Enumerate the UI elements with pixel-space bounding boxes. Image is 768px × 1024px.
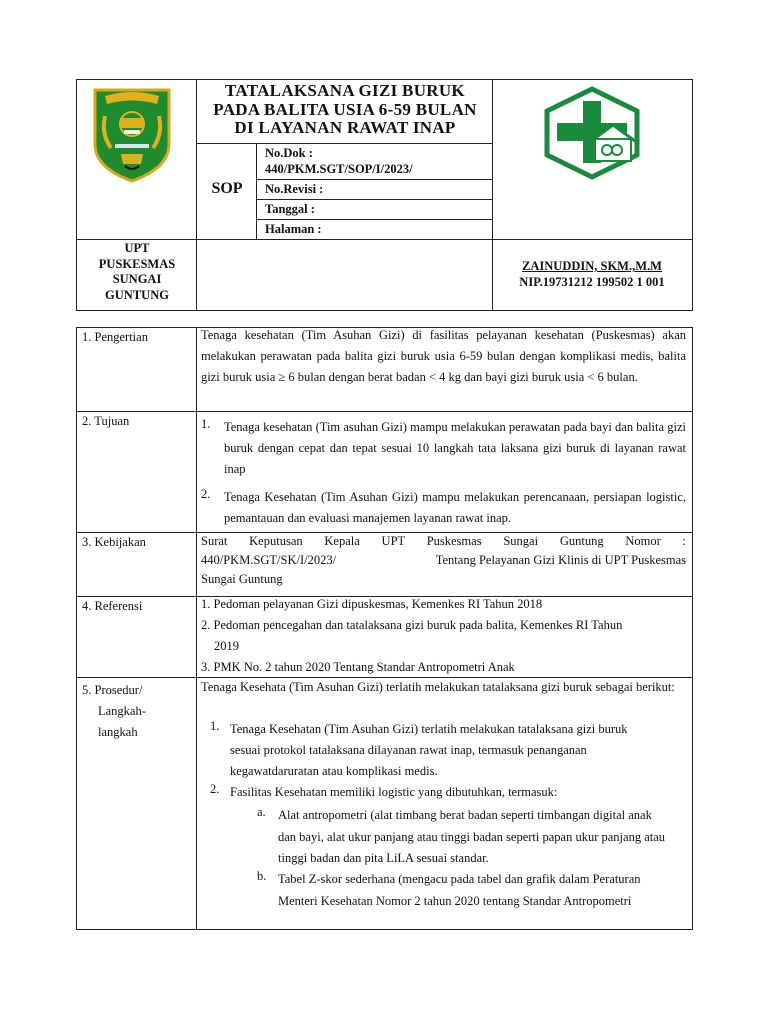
no-dok-label: No.Dok : <box>265 146 313 160</box>
tanggal-label: Tanggal : <box>265 202 315 216</box>
kebijakan-text <box>201 532 686 589</box>
referensi-list <box>201 594 686 678</box>
regional-emblem-logo <box>91 86 173 184</box>
halaman-label: Halaman : <box>265 222 322 236</box>
referensi-item: 1. Pedoman pelayanan Gizi dipuskesmas, Kemenkes RI Tahun 2018 <box>201 597 543 611</box>
section-label-referensi: 4. Referensi <box>82 599 143 613</box>
prosedur-step-number: 2. <box>210 782 220 796</box>
no-revisi-label: No.Revisi : <box>265 182 324 196</box>
prosedur-subitem-letter: b. <box>257 869 267 883</box>
prosedur-subitem-letter: a. <box>257 805 266 819</box>
referensi-item: 2. Pedoman pencegahan dan tatalaksana gizi buruk pada balita, Kemenkes RI Tahun <box>201 618 623 632</box>
kebijakan-number: 440/PKM.SGT/SK/I/2023/ <box>201 553 337 567</box>
prosedur-step-number: 1. <box>210 719 220 733</box>
document-title: TATALAKSANA GIZI BURUK PADA BALITA USIA 6-59 BULAN DI LAYANAN RAWAT INAP <box>213 81 477 137</box>
pengertian-text: Tenaga kesehatan (Tim Asuhan Gizi) di fasilitas pelayanan kesehatan (Puskesmas) akan melakukan perawatan pada balita gizi buruk usia 6-59 bulan dengan komplikasi medis, balita gizi buruk usia ≥ 6 bulan dengan berat badan < 4 kg dan bayi gizi buruk usia < 6 bulan. <box>201 328 686 384</box>
signer-nip: NIP.19731212 199502 1 001 <box>519 275 665 289</box>
kebijakan-line: Sungai Guntung <box>201 572 283 586</box>
unit-name: UPT PUSKESMAS SUNGAI GUNTUNG <box>98 241 176 302</box>
kebijakan-line: Tentang Pelayanan Gizi Klinis di UPT Puskesmas <box>435 553 686 567</box>
tujuan-item-number: 2. <box>201 487 211 501</box>
prosedur-subitem-text: Tabel Z-skor sederhana (mengacu pada tabel dan grafik dalam Peraturan Menteri Kesehatan Nomor 2 tahun 2020 tentang Standar Antropometri <box>278 872 641 908</box>
signer-name: ZAINUDDIN, SKM.,M.M <box>522 259 662 273</box>
prosedur-subitem-text: Alat antropometri (alat timbang berat badan seperti timbangan digital anak dan bayi, alat ukur panjang atau tinggi badan seperti papan ukur panjang atau tinggi badan dan pita LiLA sesuai standar. <box>278 808 666 865</box>
kebijakan-line: Surat Keputusan Kepala UPT Puskesmas Sungai Guntung Nomor : <box>201 534 686 548</box>
tujuan-item-number: 1. <box>201 417 211 431</box>
section-label-prosedur: 5. Prosedur/ Langkah- langkah <box>82 683 146 739</box>
referensi-item: 3. PMK No. 2 tahun 2020 Tentang Standar Antropometri Anak <box>201 660 515 674</box>
section-label-pengertian: 1. Pengertian <box>82 330 148 344</box>
puskesmas-logo <box>539 83 645 183</box>
section-label-tujuan: 2. Tujuan <box>82 414 130 428</box>
tujuan-item-text: Tenaga Kesehatan (Tim Asuhan Gizi) mampu melakukan perencanaan, persiapan logistic, pemantauan dan evaluasi manajemen layanan rawat inap. <box>224 490 686 525</box>
sop-label: SOP <box>211 180 243 197</box>
prosedur-step-text: Tenaga Kesehatan (Tim Asuhan Gizi) terlatih melakukan tatalaksana gizi buruk sesuai protokol tatalaksana dilayanan rawat inap, termasuk penanganan kegawatdaruratan atau komplikasi medis. <box>230 722 628 778</box>
referensi-item-continuation: 2019 <box>214 639 239 653</box>
no-dok-value: 440/PKM.SGT/SOP/I/2023/ <box>265 162 413 176</box>
prosedur-intro: Tenaga Kesehata (Tim Asuhan Gizi) terlatih melakukan tatalaksana gizi buruk sebagai berikut: <box>201 680 675 694</box>
tujuan-item-text: Tenaga kesehatan (Tim asuhan Gizi) mampu melakukan perawatan pada bayi dan balita gizi buruk dengan cepat dan tepat sesuai 10 langkah tata laksana gizi buruk di layanan rawat inap <box>224 420 686 476</box>
signature-block <box>494 258 690 290</box>
prosedur-step-text: Fasilitas Kesehatan memiliki logistic yang dibutuhkan, termasuk: <box>230 785 558 799</box>
section-label-kebijakan: 3. Kebijakan <box>82 535 146 549</box>
